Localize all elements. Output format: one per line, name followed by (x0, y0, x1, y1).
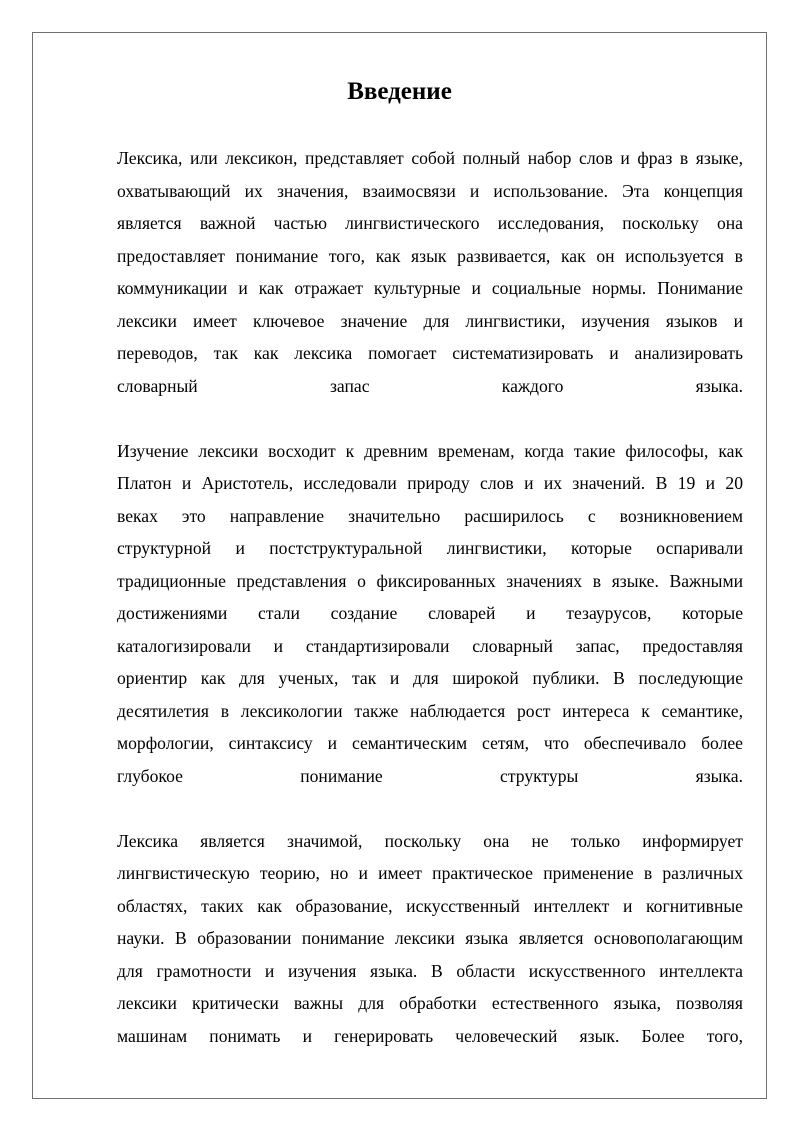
text-line: каталогизировали и стандартизировали словарный запас, предоставляя (117, 635, 743, 656)
text-line: достижениями стали создание словарей и тезаурусов, которые (117, 603, 743, 623)
paragraph (117, 825, 743, 1053)
text-line: является важной частью лингвистического исследования, поскольку она (117, 213, 743, 233)
text-line: областях, таких как образование, искусственный интеллект и когнитивные (117, 895, 743, 916)
paragraph (117, 435, 743, 793)
text-line: ориентир как для ученых, так и для широкой публики. В последующие (117, 668, 743, 688)
text-line: словарный запас каждого языка. (117, 375, 743, 396)
paragraph (117, 142, 743, 402)
text-line: структурной и постструктуральной лингвистики, которые оспаривали (117, 538, 743, 558)
document-page (32, 32, 767, 1099)
text-line: традиционные представления о фиксированных значениях в языке. Важными (117, 570, 743, 591)
text-line: переводов, так как лексика помогает систематизировать и анализировать (117, 343, 743, 363)
text-line: Изучение лексики восходит к древним временам, когда такие философы, как (117, 440, 743, 461)
text-line: веках это направление значительно расширилось с возникновением (117, 505, 743, 526)
text-line: глубокое понимание структуры языка. (117, 765, 743, 786)
text-line: морфологии, синтаксису и семантическим сетям, что обеспечивало более (117, 733, 743, 753)
text-line: лингвистическую теорию, но и имеет практическое применение в различных (117, 863, 743, 883)
text-line: предоставляет понимание того, как язык развивается, как он используется в (117, 245, 743, 266)
text-line: для грамотности и изучения языка. В области искусственного интеллекта (117, 960, 743, 981)
text-line: Лексика, или лексикон, представляет собой полный набор слов и фраз в языке, (117, 148, 743, 168)
text-line: машинам понимать и генерировать человеческий язык. Более того, (117, 1025, 743, 1046)
text-line: десятилетия в лексикологии также наблюдается рост интереса к семантике, (117, 700, 743, 721)
text-line: лексики имеет ключевое значение для лингвистики, изучения языков и (117, 310, 743, 331)
text-line: Лексика является значимой, поскольку она не только информирует (117, 830, 743, 851)
text-line: коммуникации и как отражает культурные и социальные нормы. Понимание (117, 278, 743, 298)
document-title: Введение (347, 78, 452, 105)
text-line: охватывающий их значения, взаимосвязи и использование. Эта концепция (117, 180, 743, 201)
text-line: Платон и Аристотель, исследовали природу слов и их значений. В 19 и 20 (117, 473, 743, 493)
text-line: лексики критически важны для обработки естественного языка, позволяя (117, 993, 743, 1013)
text-line: науки. В образовании понимание лексики языка является основополагающим (117, 928, 743, 948)
document-body (117, 142, 743, 1085)
